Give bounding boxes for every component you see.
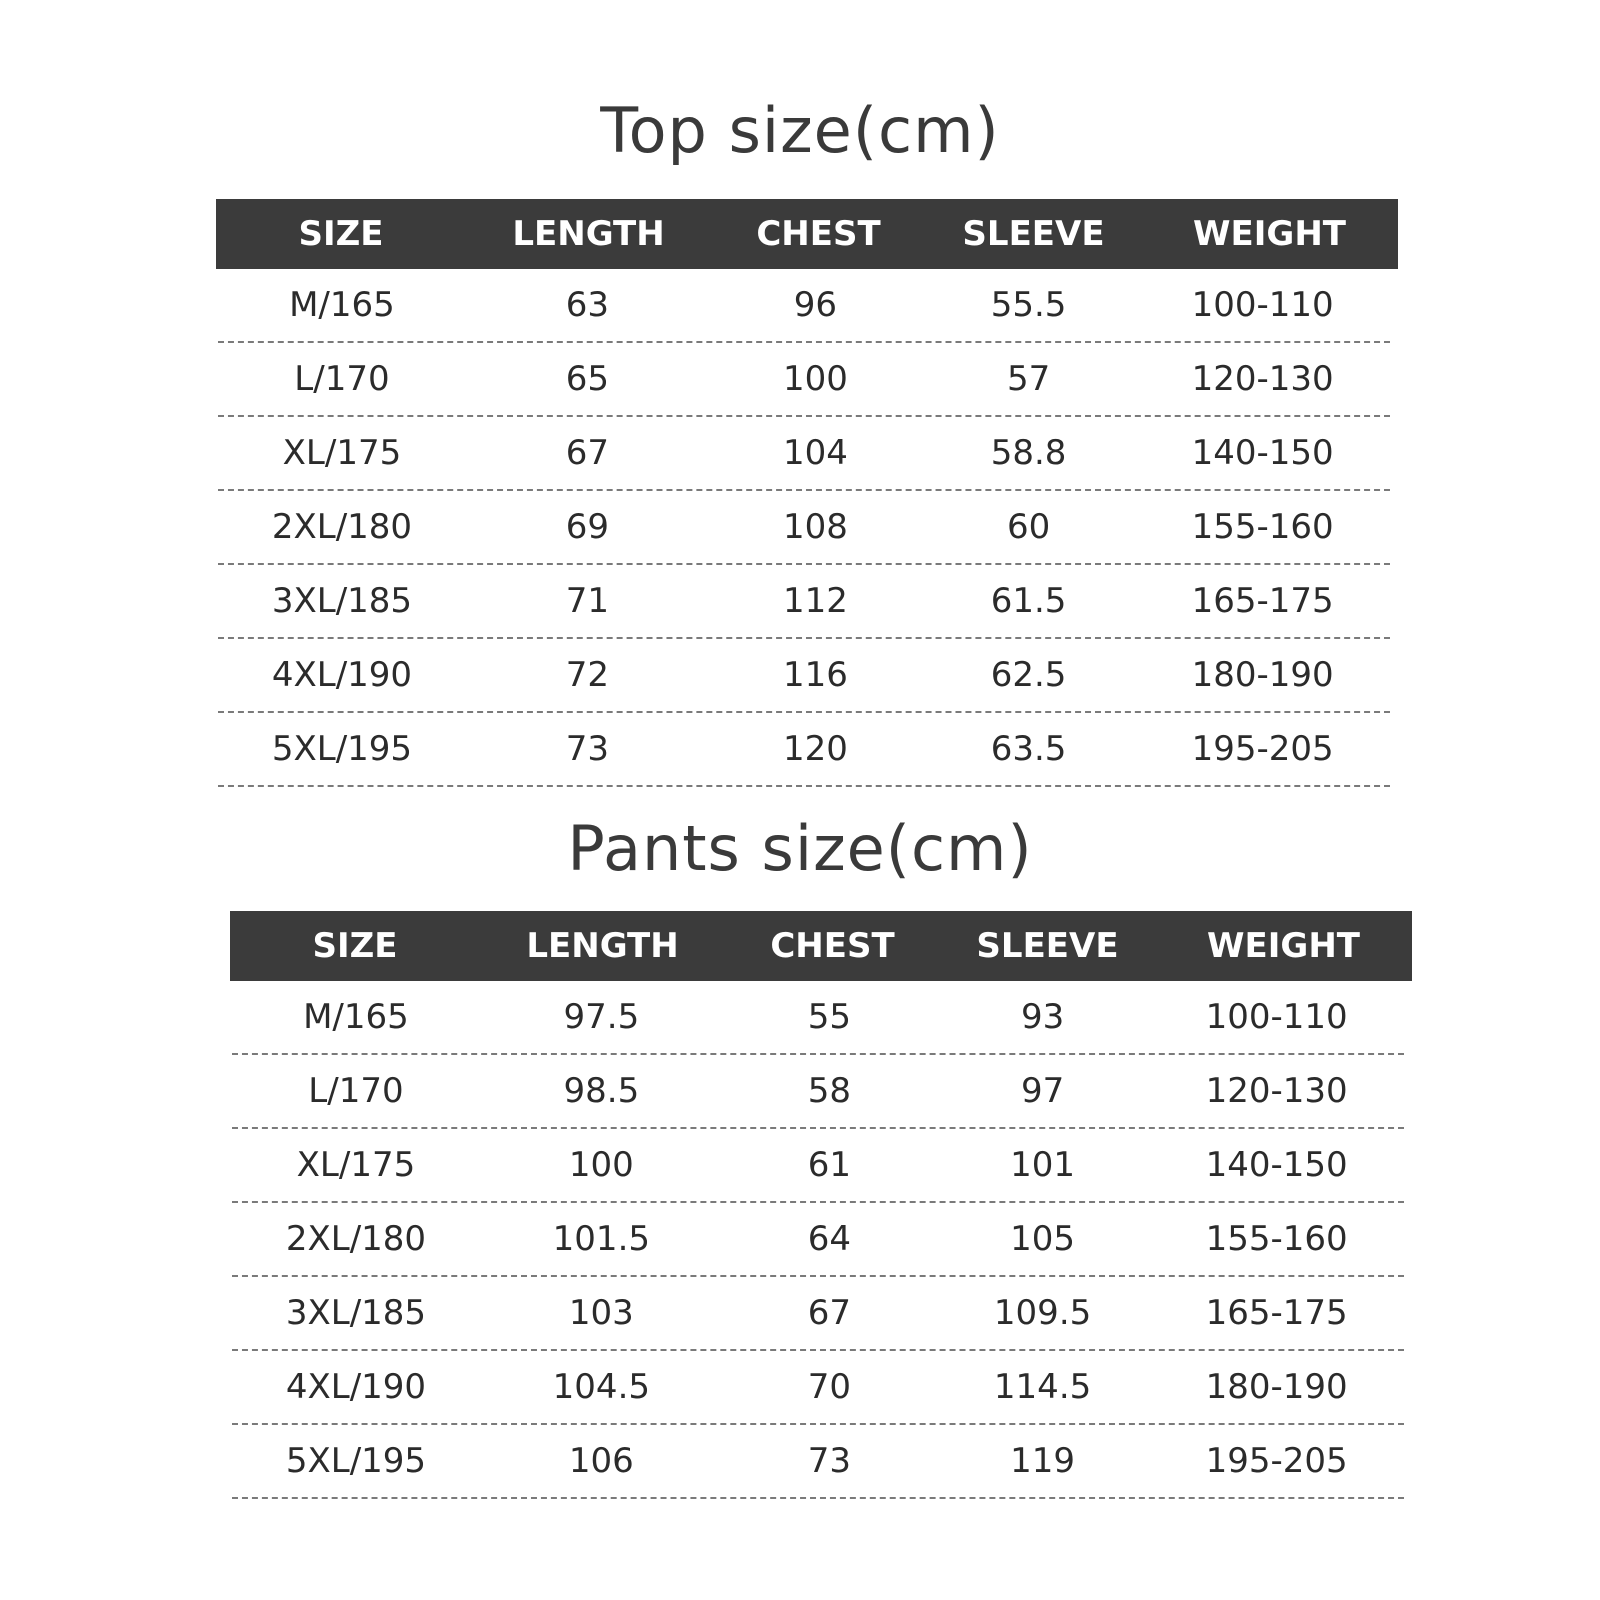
cell-weight: 140-150 [1205, 1145, 1348, 1185]
header-chest: CHEST [770, 926, 895, 966]
cell-length: 63 [565, 285, 609, 325]
cell-size: 2XL/180 [285, 1219, 427, 1259]
table-row [232, 981, 1404, 1055]
table-row [218, 491, 1390, 565]
table-row [218, 565, 1390, 639]
cell-length: 69 [565, 507, 609, 547]
table-row [218, 343, 1390, 417]
cell-chest: 120 [782, 729, 848, 769]
table-row [232, 1203, 1404, 1277]
cell-length: 106 [568, 1441, 634, 1481]
cell-weight: 155-160 [1191, 507, 1334, 547]
top-size-table [216, 199, 1398, 787]
cell-size: 2XL/180 [271, 507, 413, 547]
cell-weight: 120-130 [1191, 359, 1334, 399]
table-row [232, 1425, 1404, 1499]
header-weight: WEIGHT [1193, 214, 1346, 254]
cell-length: 97.5 [563, 997, 640, 1037]
cell-chest: 116 [782, 655, 848, 695]
header-length: LENGTH [512, 214, 665, 254]
cell-weight: 155-160 [1205, 1219, 1348, 1259]
cell-weight: 195-205 [1191, 729, 1334, 769]
cell-length: 104.5 [552, 1367, 651, 1407]
table-row [232, 1055, 1404, 1129]
cell-length: 98.5 [563, 1071, 640, 1111]
cell-chest: 70 [807, 1367, 852, 1407]
header-chest: CHEST [756, 214, 881, 254]
table-row [218, 269, 1390, 343]
cell-sleeve: 55.5 [990, 285, 1067, 325]
cell-size: 4XL/190 [271, 655, 413, 695]
table-row [218, 639, 1390, 713]
cell-weight: 140-150 [1191, 433, 1334, 473]
cell-chest: 100 [782, 359, 848, 399]
pants-size-title: Pants size(cm) [567, 812, 1033, 885]
cell-chest: 67 [807, 1293, 852, 1333]
cell-size: M/165 [289, 285, 395, 325]
cell-chest: 96 [793, 285, 838, 325]
header-weight: WEIGHT [1207, 926, 1360, 966]
table-header [230, 911, 1412, 981]
pants-size-table [230, 911, 1412, 1499]
top-size-title: Top size(cm) [600, 94, 1000, 167]
cell-sleeve: 105 [1010, 1219, 1076, 1259]
cell-size: 3XL/185 [271, 581, 413, 621]
cell-weight: 195-205 [1205, 1441, 1348, 1481]
cell-chest: 108 [782, 507, 848, 547]
cell-chest: 112 [782, 581, 848, 621]
cell-size: 5XL/195 [271, 729, 413, 769]
cell-size: L/170 [294, 359, 390, 399]
cell-sleeve: 63.5 [990, 729, 1067, 769]
header-size: SIZE [312, 926, 398, 966]
cell-chest: 73 [807, 1441, 852, 1481]
cell-sleeve: 62.5 [990, 655, 1067, 695]
table-row [218, 713, 1390, 787]
cell-weight: 120-130 [1205, 1071, 1348, 1111]
cell-weight: 180-190 [1205, 1367, 1348, 1407]
header-size: SIZE [298, 214, 384, 254]
cell-size: XL/175 [282, 433, 402, 473]
header-sleeve: SLEEVE [962, 214, 1105, 254]
cell-length: 71 [565, 581, 609, 621]
cell-weight: 165-175 [1191, 581, 1334, 621]
cell-chest: 58 [807, 1071, 852, 1111]
cell-size: 5XL/195 [285, 1441, 427, 1481]
cell-size: XL/175 [296, 1145, 416, 1185]
table-row [232, 1351, 1404, 1425]
cell-sleeve: 97 [1020, 1071, 1065, 1111]
cell-sleeve: 101 [1010, 1145, 1076, 1185]
cell-sleeve: 61.5 [990, 581, 1067, 621]
cell-size: L/170 [308, 1071, 404, 1111]
cell-length: 103 [568, 1293, 634, 1333]
cell-length: 100 [568, 1145, 634, 1185]
cell-sleeve: 60 [1006, 507, 1051, 547]
cell-chest: 64 [807, 1219, 852, 1259]
cell-chest: 55 [807, 997, 852, 1037]
cell-length: 65 [565, 359, 609, 399]
cell-size: M/165 [303, 997, 409, 1037]
cell-chest: 61 [807, 1145, 852, 1185]
cell-sleeve: 119 [1010, 1441, 1076, 1481]
cell-length: 73 [565, 729, 609, 769]
cell-length: 72 [565, 655, 609, 695]
cell-weight: 100-110 [1205, 997, 1348, 1037]
cell-weight: 100-110 [1191, 285, 1334, 325]
cell-size: 3XL/185 [285, 1293, 427, 1333]
cell-weight: 180-190 [1191, 655, 1334, 695]
cell-chest: 104 [782, 433, 848, 473]
cell-sleeve: 93 [1020, 997, 1065, 1037]
table-row [232, 1129, 1404, 1203]
table-header [216, 199, 1398, 269]
header-length: LENGTH [526, 926, 679, 966]
header-sleeve: SLEEVE [976, 926, 1119, 966]
cell-sleeve: 109.5 [993, 1293, 1092, 1333]
cell-weight: 165-175 [1205, 1293, 1348, 1333]
cell-sleeve: 58.8 [990, 433, 1067, 473]
cell-length: 67 [565, 433, 609, 473]
table-row [218, 417, 1390, 491]
cell-length: 101.5 [552, 1219, 651, 1259]
cell-sleeve: 57 [1006, 359, 1051, 399]
table-row [232, 1277, 1404, 1351]
cell-size: 4XL/190 [285, 1367, 427, 1407]
cell-sleeve: 114.5 [993, 1367, 1092, 1407]
